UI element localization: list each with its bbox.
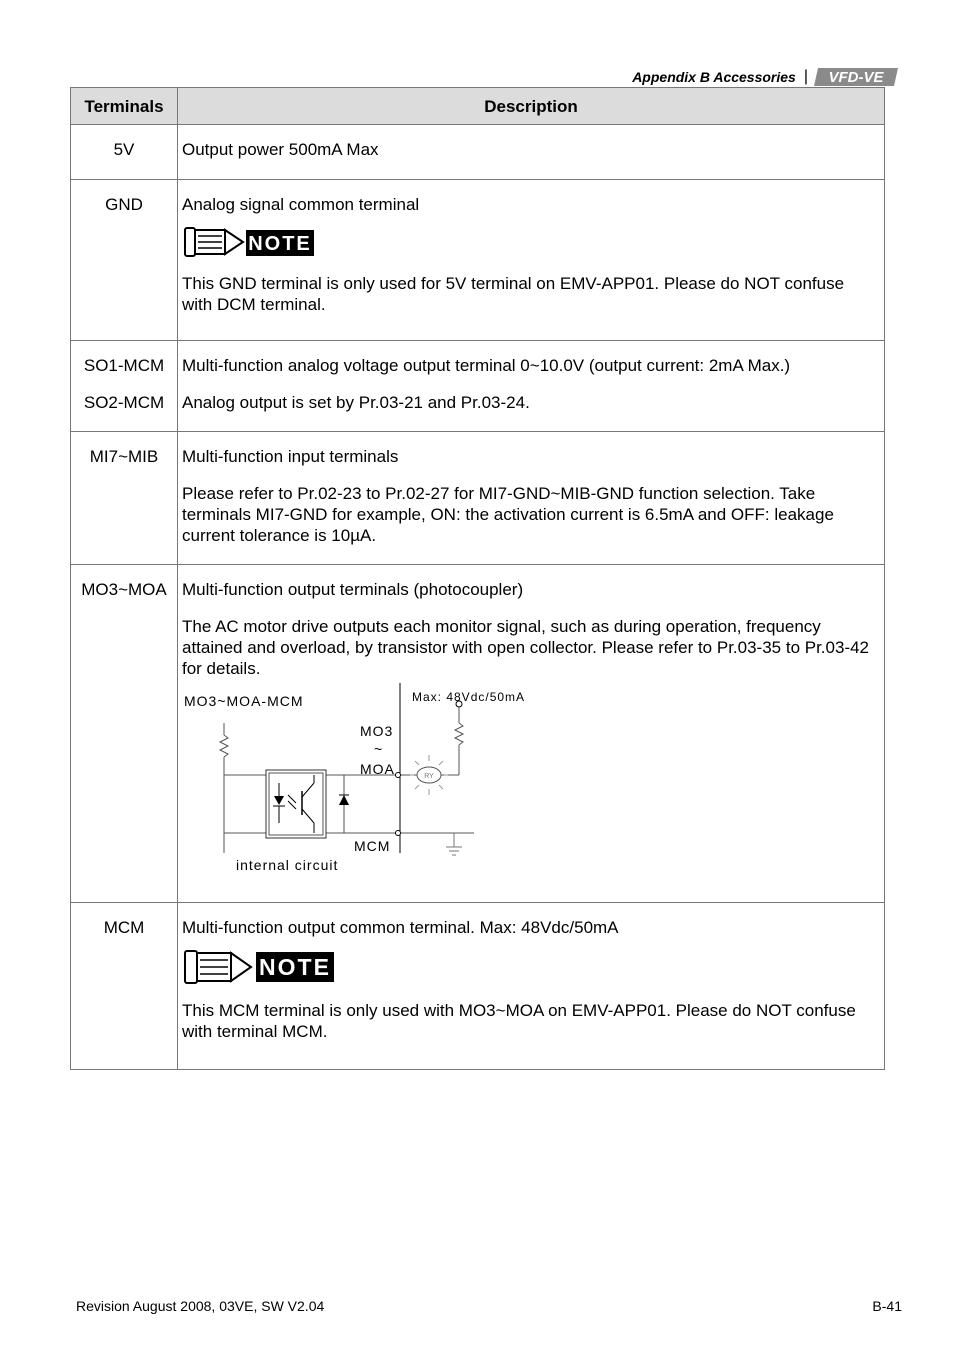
note-text: This MCM terminal is only used with MO3~MOA on EMV-APP01. Please do NOT confuse with terminal MCM. xyxy=(182,1001,856,1041)
table-row xyxy=(71,125,885,180)
table-row xyxy=(71,432,885,565)
table-row xyxy=(71,903,885,1070)
output-circuit-diagram xyxy=(184,683,544,873)
note-badge xyxy=(184,948,876,986)
revision-footer: Revision August 2008, 03VE, SW V2.04 xyxy=(76,1298,325,1314)
note-text: This GND terminal is only used for 5V terminal on EMV-APP01. Please do NOT confuse with DCM terminal. xyxy=(182,274,845,314)
table-row xyxy=(71,341,885,432)
description-text: Multi-function input terminals xyxy=(182,447,399,466)
section-title: Appendix B Accessories xyxy=(632,69,796,85)
note-icon xyxy=(184,948,336,986)
mcm-label: MCM xyxy=(354,838,391,854)
note-label: NOTE xyxy=(248,233,312,255)
description-cell xyxy=(178,125,885,180)
table-row xyxy=(71,565,885,903)
description-text: Analog output is set by Pr.03-21 and Pr.03-24. xyxy=(182,393,530,412)
page-header xyxy=(632,66,898,88)
description-text: The AC motor drive outputs each monitor signal, such as during operation, frequency attained and overload, by transistor with open collector. Please refer to Pr.03-35 to Pr.03-42 for details. xyxy=(182,617,870,678)
mo3-label: MO3 xyxy=(360,723,394,739)
terminal-cell: GND xyxy=(71,180,178,341)
diagram-title: MO3~MOA-MCM xyxy=(184,693,304,709)
terminal-label: SO2-MCM xyxy=(83,393,165,412)
terminal-cell: 5V xyxy=(71,125,178,180)
note-label: NOTE xyxy=(259,954,331,980)
description-text: Multi-function output terminals (photocoupler) xyxy=(182,580,524,599)
moa-label: MOA xyxy=(360,761,395,777)
table-row xyxy=(71,180,885,341)
note-icon xyxy=(184,225,316,259)
description-cell xyxy=(178,903,885,1070)
header-separator: | xyxy=(803,68,808,85)
internal-circuit-label: internal circuit xyxy=(236,857,339,873)
description-text: Output power 500mA Max xyxy=(182,140,379,159)
description-cell xyxy=(178,180,885,341)
description-header: Description xyxy=(178,88,885,125)
terminal-cell: MO3~MOA xyxy=(71,565,178,903)
tilde-label: ~ xyxy=(374,741,384,757)
table-header-row xyxy=(71,88,885,125)
terminal-cell: MCM xyxy=(71,903,178,1070)
vfd-ve-logo xyxy=(814,68,898,86)
logo-text: VFD-VE xyxy=(828,69,884,86)
description-text: Multi-function output common terminal. Max: 48Vdc/50mA xyxy=(182,918,619,937)
description-cell xyxy=(178,432,885,565)
terminals-table xyxy=(70,87,885,1070)
max-rating-label: Max: 48Vdc/50mA xyxy=(412,690,526,704)
terminal-cell xyxy=(71,341,178,432)
description-text: Multi-function analog voltage output terminal 0~10.0V (output current: 2mA Max.) xyxy=(182,356,791,375)
terminal-label: SO1-MCM xyxy=(83,356,165,375)
relay-label: RY xyxy=(424,773,434,780)
terminal-cell: MI7~MIB xyxy=(71,432,178,565)
description-text: Please refer to Pr.02-23 to Pr.02-27 for MI7-GND~MIB-GND function selection. Take terminals MI7-GND for example, ON: the activation current is 6.5mA and OFF: leakage current tolerance is 10µA. xyxy=(182,484,834,545)
terminals-header: Terminals xyxy=(71,88,178,125)
page-number: B-41 xyxy=(872,1298,902,1314)
description-cell xyxy=(178,341,885,432)
description-cell xyxy=(178,565,885,903)
description-text: Analog signal common terminal xyxy=(182,195,420,214)
note-badge xyxy=(184,225,876,259)
